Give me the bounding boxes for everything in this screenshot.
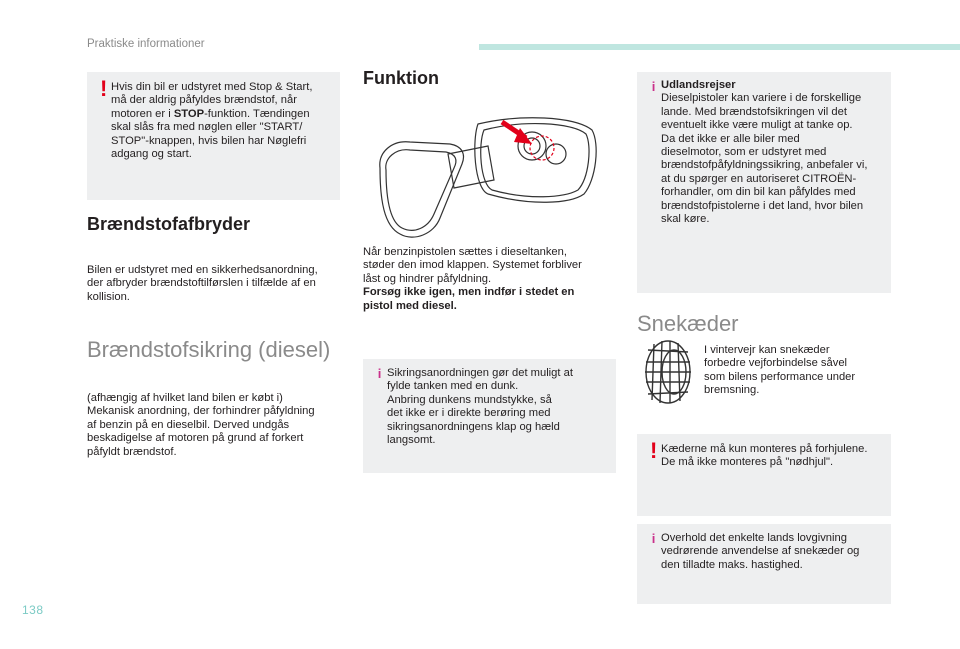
snow-chain-icon <box>640 338 696 406</box>
abroad-info-text: Udlandsrejser Dieselpistoler kan variere i de forskellige lande. Med brændstofsikringen vil det eventuelt ikke være muligt at tanke op. Da det ikke er alle biler med dieselmotor, som er udstyret med brændstofpåfyldningssikring, anbefaler vi, at du spørger en autoriseret CITROËN- forhandler, om din bil kan påfyldes med brændstofpistolerne i det land, hvor bilen skal køre. <box>661 79 868 226</box>
heading-fuel-cutoff: Brændstofafbryder <box>87 214 251 234</box>
chains-warning-box <box>637 434 891 516</box>
chains-info-text: Overhold det enkelte lands lovgivning vedrørende anvendelse af snekæder og den tilladte maks. hastighed. <box>661 532 860 571</box>
info-icon: i <box>651 79 656 94</box>
function-text: Når benzinpistolen sættes i dieseltanken, støder den imod klappen. Systemet forbliver låst og hindrer påfyldning. Forsøg ikke igen, men indfør i stedet en pistol med diesel. <box>363 246 582 312</box>
info-icon: i <box>651 531 656 546</box>
warning-icon: ! <box>650 438 658 463</box>
warning-icon: ! <box>100 76 108 101</box>
header-accent-bar <box>479 44 960 50</box>
jerrycan-info-box <box>363 359 616 473</box>
chains-info-box <box>637 524 891 604</box>
info-icon: i <box>377 366 382 381</box>
snow-chains-text: I vintervejr kan snekæder forbedre vejforbindelse såvel som bilens performance under bremsning. <box>704 344 856 397</box>
heading-snow-chains: Snekæder <box>637 311 739 336</box>
jerrycan-info-text: Sikringsanordningen gør det muligt at fylde tanken med en dunk. Anbring dunkens mundstykke, så det ikke er i direkte berøring med sikringsanordningens klap og hæld langsomt. <box>387 367 573 447</box>
page-number: 138 <box>22 603 44 617</box>
stop-start-warning-text: Hvis din bil er udstyret med Stop & Start, må der aldrig påfyldes brændstof, når motoren er i STOP-funktion. Tændingen skal slås fra med nøglen eller "START/ STOP"-knappen, hvis bilen har Nøglefri adgang og start. <box>111 81 313 161</box>
abroad-info-box <box>637 72 891 293</box>
chains-warning-text: Kæderne må kun monteres på forhjulene. De må ikke monteres på "nødhjul". <box>661 443 868 469</box>
stop-start-warning-box <box>87 72 340 200</box>
section-label: Praktiske informationer <box>87 38 205 50</box>
heading-function: Funktion <box>363 68 439 88</box>
fuel-filler-illustration <box>370 110 602 245</box>
heading-misfuel-device: Brændstofsikring (diesel) <box>87 337 331 362</box>
fuel-cutoff-text: Bilen er udstyret med en sikkerhedsanordning, der afbryder brændstoftilførslen i tilfælde af en kollision. <box>87 264 318 303</box>
misfuel-device-text: (afhængig af hvilket land bilen er købt i) Mekanisk anordning, der forhindrer påfyldning af benzin på en dieselbil. Derved undgås beskadigelse af motoren på grund af forkert påfyldt brændstof. <box>87 392 315 458</box>
